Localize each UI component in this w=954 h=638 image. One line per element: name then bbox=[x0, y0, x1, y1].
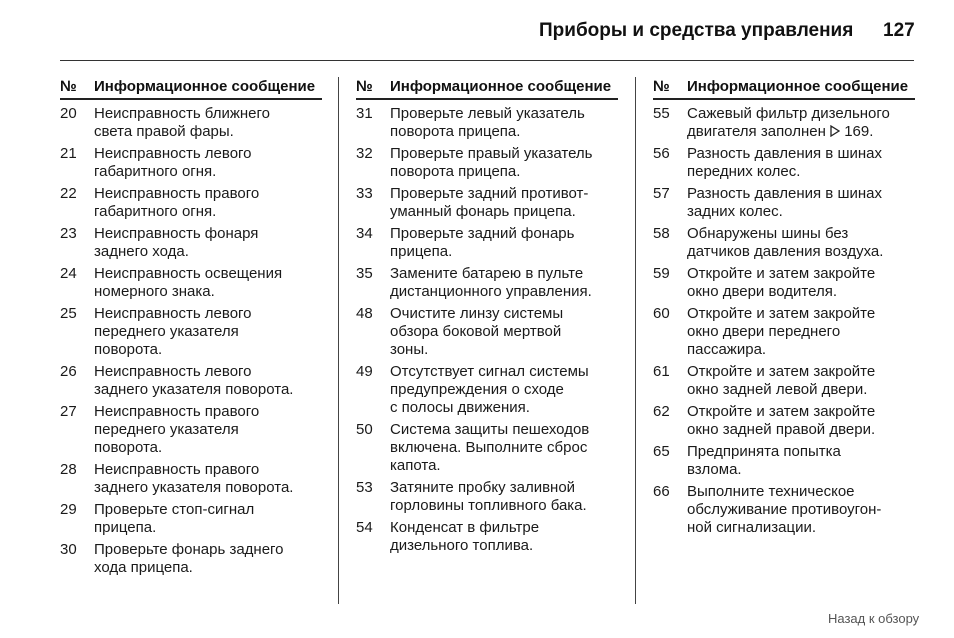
message-text-body: Разность давления в шинах передних колес. bbox=[687, 145, 882, 180]
message-number: 57 bbox=[653, 185, 670, 202]
message-text bbox=[390, 421, 618, 475]
message-text-body: Проверьте задний противот- уманный фонарь прицепа. bbox=[390, 185, 589, 220]
message-number: 54 bbox=[356, 519, 373, 536]
table-row bbox=[356, 519, 618, 555]
message-number: 23 bbox=[60, 225, 77, 242]
message-text-body: Проверьте фонарь заднего хода прицепа. bbox=[94, 541, 284, 576]
message-text-body: Сажевый фильтр дизельного двигателя заполнен bbox=[687, 105, 890, 140]
table-header bbox=[60, 78, 322, 100]
message-number: 56 bbox=[653, 145, 670, 162]
table-row bbox=[60, 363, 322, 399]
column-header-message: Информационное сообщение bbox=[687, 78, 909, 95]
table-row bbox=[356, 305, 618, 359]
message-number: 35 bbox=[356, 265, 373, 282]
table-row bbox=[60, 145, 322, 181]
table-column-1 bbox=[60, 78, 322, 577]
message-text-body: Откройте и затем закройте окно двери переднего пассажира. bbox=[687, 305, 876, 358]
table-row bbox=[653, 483, 915, 537]
column-header-message: Информационное сообщение bbox=[390, 78, 612, 95]
table-row bbox=[356, 145, 618, 181]
message-number: 55 bbox=[653, 105, 670, 122]
table-row bbox=[653, 225, 915, 261]
message-text bbox=[94, 265, 322, 301]
table-row bbox=[653, 265, 915, 301]
table-column-2 bbox=[356, 78, 618, 555]
message-text-body: Очистите линзу системы обзора боковой мертвой зоны. bbox=[390, 305, 564, 358]
message-text-body: Неисправность ближнего света правой фары. bbox=[94, 105, 271, 140]
message-number: 24 bbox=[60, 265, 77, 282]
table-row bbox=[653, 443, 915, 479]
column-header-number: № bbox=[60, 78, 77, 95]
message-text-body: Конденсат в фильтре дизельного топлива. bbox=[390, 519, 540, 554]
message-text bbox=[687, 443, 915, 479]
message-text-body: Проверьте задний фонарь прицепа. bbox=[390, 225, 575, 260]
message-text bbox=[94, 363, 322, 399]
table-row bbox=[653, 145, 915, 181]
message-number: 32 bbox=[356, 145, 373, 162]
message-number: 58 bbox=[653, 225, 670, 242]
message-text bbox=[687, 265, 915, 301]
column-header-number: № bbox=[356, 78, 373, 95]
message-text-body: Отсутствует сигнал системы предупреждения о сходе с полосы движения. bbox=[390, 363, 589, 416]
message-number: 65 bbox=[653, 443, 670, 460]
message-text bbox=[390, 519, 618, 555]
back-to-overview-link[interactable]: Назад к обзору bbox=[828, 611, 920, 626]
table-row bbox=[356, 363, 618, 417]
column-header-message: Информационное сообщение bbox=[94, 78, 316, 95]
table-row bbox=[60, 501, 322, 537]
page-reference-icon[interactable] bbox=[830, 125, 840, 137]
message-text bbox=[390, 105, 618, 141]
table-row bbox=[653, 105, 915, 141]
message-text-body: Обнаружены шины без датчиков давления воздуха. bbox=[687, 225, 884, 260]
message-text-body: Неисправность левого габаритного огня. bbox=[94, 145, 252, 180]
message-text bbox=[94, 225, 322, 261]
table-row bbox=[60, 403, 322, 457]
message-number: 29 bbox=[60, 501, 77, 518]
message-number: 20 bbox=[60, 105, 77, 122]
message-text-body: Неисправность правого габаритного огня. bbox=[94, 185, 260, 220]
message-text-body: Затяните пробку заливной горловины топливного бака. bbox=[390, 479, 587, 514]
message-text bbox=[390, 225, 618, 261]
column-header-number: № bbox=[653, 78, 670, 95]
message-text-body: Система защиты пешеходов включена. Выполните сброс капота. bbox=[390, 421, 590, 474]
message-text-body: Неисправность правого заднего указателя поворота. bbox=[94, 461, 294, 496]
message-text-body: Проверьте левый указатель поворота прицепа. bbox=[390, 105, 585, 140]
message-text-body: Предпринята попытка взлома. bbox=[687, 443, 841, 478]
message-number: 60 bbox=[653, 305, 670, 322]
message-text-body: Откройте и затем закройте окно задней правой двери. bbox=[687, 403, 876, 438]
message-text bbox=[390, 305, 618, 359]
message-text bbox=[390, 185, 618, 221]
message-text-body: Неисправность освещения номерного знака. bbox=[94, 265, 283, 300]
message-text-body: Проверьте правый указатель поворота прицепа. bbox=[390, 145, 593, 180]
message-number: 59 bbox=[653, 265, 670, 282]
table-header bbox=[653, 78, 915, 100]
table-rows bbox=[60, 100, 322, 577]
table-column-3 bbox=[653, 78, 915, 537]
message-text-body: Проверьте стоп-сигнал прицепа. bbox=[94, 501, 255, 536]
message-text bbox=[390, 363, 618, 417]
message-text bbox=[687, 403, 915, 439]
message-number: 26 bbox=[60, 363, 77, 380]
table-row bbox=[356, 105, 618, 141]
message-text bbox=[390, 479, 618, 515]
message-text bbox=[390, 265, 618, 301]
table-header bbox=[356, 78, 618, 100]
message-text bbox=[94, 305, 322, 359]
header-divider bbox=[60, 60, 914, 61]
table-row bbox=[653, 305, 915, 359]
message-text-body: Замените батарею в пульте дистанционного управления. bbox=[390, 265, 592, 300]
message-text bbox=[94, 403, 322, 457]
table-row bbox=[356, 265, 618, 301]
message-text-body: Неисправность левого заднего указателя поворота. bbox=[94, 363, 294, 398]
message-text-body: Разность давления в шинах задних колес. bbox=[687, 185, 882, 220]
message-text bbox=[687, 305, 915, 359]
page-number: 127 bbox=[883, 20, 915, 41]
message-number: 49 bbox=[356, 363, 373, 380]
message-text bbox=[94, 461, 322, 497]
message-text-body: Неисправность фонаря заднего хода. bbox=[94, 225, 259, 260]
message-number: 22 bbox=[60, 185, 77, 202]
table-row bbox=[60, 305, 322, 359]
message-text-body: Выполните техническое обслуживание противоугон- ной сигнализации. bbox=[687, 483, 882, 536]
table-row bbox=[60, 461, 322, 497]
page-reference-link[interactable]: 169. bbox=[844, 123, 874, 140]
table-row bbox=[356, 225, 618, 261]
table-row bbox=[60, 225, 322, 261]
message-text bbox=[94, 145, 322, 181]
column-divider bbox=[635, 77, 636, 604]
message-number: 28 bbox=[60, 461, 77, 478]
message-number: 62 bbox=[653, 403, 670, 420]
message-number: 48 bbox=[356, 305, 373, 322]
message-text bbox=[687, 225, 915, 261]
message-text bbox=[687, 145, 915, 181]
message-number: 21 bbox=[60, 145, 77, 162]
message-number: 31 bbox=[356, 105, 373, 122]
message-number: 25 bbox=[60, 305, 77, 322]
message-text bbox=[687, 363, 915, 399]
message-text bbox=[94, 501, 322, 537]
table-row bbox=[653, 185, 915, 221]
message-text-body: Неисправность правого переднего указателя поворота. bbox=[94, 403, 260, 456]
message-text bbox=[94, 541, 322, 577]
page-title: Приборы и средства управления bbox=[539, 20, 854, 41]
table-row bbox=[356, 479, 618, 515]
message-text bbox=[94, 105, 322, 141]
message-number: 66 bbox=[653, 483, 670, 500]
message-number: 61 bbox=[653, 363, 670, 380]
table-row bbox=[60, 105, 322, 141]
message-text bbox=[390, 145, 618, 181]
table-row bbox=[356, 185, 618, 221]
message-number: 53 bbox=[356, 479, 373, 496]
message-number: 50 bbox=[356, 421, 373, 438]
message-text bbox=[94, 185, 322, 221]
table-rows bbox=[653, 100, 915, 537]
table-row bbox=[60, 265, 322, 301]
table-row bbox=[653, 363, 915, 399]
table-row bbox=[653, 403, 915, 439]
message-number: 30 bbox=[60, 541, 77, 558]
message-text-body: Откройте и затем закройте окно двери водителя. bbox=[687, 265, 876, 300]
message-number: 33 bbox=[356, 185, 373, 202]
message-number: 27 bbox=[60, 403, 77, 420]
message-text bbox=[687, 185, 915, 221]
table-row bbox=[60, 185, 322, 221]
message-text-body: Неисправность левого переднего указателя поворота. bbox=[94, 305, 252, 358]
table-rows bbox=[356, 100, 618, 555]
message-number: 34 bbox=[356, 225, 373, 242]
message-text bbox=[687, 105, 915, 141]
table-row bbox=[356, 421, 618, 475]
message-text-body: Откройте и затем закройте окно задней левой двери. bbox=[687, 363, 876, 398]
column-divider bbox=[338, 77, 339, 604]
message-text bbox=[687, 483, 915, 537]
table-row bbox=[60, 541, 322, 577]
